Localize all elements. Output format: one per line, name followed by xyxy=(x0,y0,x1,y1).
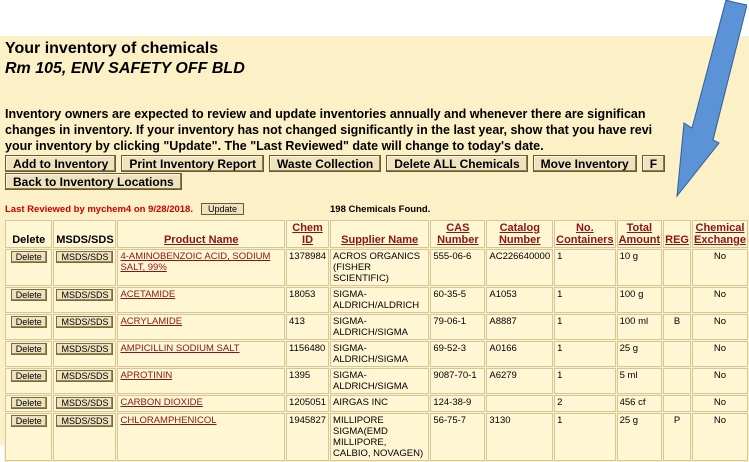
product-link[interactable]: 4-AMINOBENZOIC ACID, SODIUM SALT, 99% xyxy=(120,251,271,273)
intro-line: your inventory by clicking "Update". The "Last Reviewed" date will change to today's date. xyxy=(5,139,544,153)
intro-text xyxy=(5,106,745,154)
header-catalog-number[interactable]: Catalog Number xyxy=(486,220,553,248)
chem-id-cell: 1378984 xyxy=(286,249,329,286)
location-title: Rm 105, ENV SAFETY OFF BLD xyxy=(5,60,245,77)
row-msds-button[interactable]: MSDS/SDS xyxy=(56,370,113,382)
msds-cell xyxy=(53,249,116,286)
secondary-toolbar xyxy=(5,173,182,190)
table-row xyxy=(5,287,748,313)
containers-cell: 1 xyxy=(554,287,615,313)
catalog-cell: A6279 xyxy=(486,368,553,394)
product-cell xyxy=(117,287,285,313)
cas-cell: 56-75-7 xyxy=(430,413,485,461)
catalog-cell: 3130 xyxy=(486,413,553,461)
cas-cell: 124-38-9 xyxy=(430,395,485,412)
review-status xyxy=(5,203,430,215)
cas-cell: 60-35-5 xyxy=(430,287,485,313)
row-delete-button[interactable]: Delete xyxy=(11,397,47,409)
total-cell: 25 g xyxy=(617,413,663,461)
catalog-cell: A8887 xyxy=(486,314,553,340)
exchange-cell: No xyxy=(692,368,748,394)
row-delete-button[interactable]: Delete xyxy=(11,415,47,427)
product-link[interactable]: CARBON DIOXIDE xyxy=(120,397,203,408)
header-supplier-name[interactable]: Supplier Name xyxy=(330,220,429,248)
table-row xyxy=(5,395,748,412)
chem-id-cell: 413 xyxy=(286,314,329,340)
delete-cell xyxy=(5,249,52,286)
table-header-row xyxy=(5,220,748,248)
total-cell: 100 ml xyxy=(617,314,663,340)
reg-cell xyxy=(663,341,691,367)
delete-all-chemicals-button[interactable]: Delete ALL Chemicals xyxy=(386,155,527,172)
cas-cell: 69-52-3 xyxy=(430,341,485,367)
supplier-cell: AIRGAS INC xyxy=(330,395,429,412)
row-msds-button[interactable]: MSDS/SDS xyxy=(56,316,113,328)
cas-cell: 79-06-1 xyxy=(430,314,485,340)
row-delete-button[interactable]: Delete xyxy=(11,289,47,301)
msds-cell xyxy=(53,413,116,461)
containers-cell: 1 xyxy=(554,314,615,340)
total-cell: 456 cf xyxy=(617,395,663,412)
back-to-inventory-locations-button[interactable]: Back to Inventory Locations xyxy=(5,173,182,190)
exchange-cell: No xyxy=(692,249,748,286)
header-reg[interactable]: REG xyxy=(663,220,691,248)
cas-cell: 9087-70-1 xyxy=(430,368,485,394)
product-link[interactable]: CHLORAMPHENICOL xyxy=(120,415,217,426)
print-inventory-report-button[interactable]: Print Inventory Report xyxy=(121,155,264,172)
product-link[interactable]: ACRYLAMIDE xyxy=(120,316,183,327)
delete-cell xyxy=(5,395,52,412)
page-title: Your inventory of chemicals xyxy=(5,40,219,57)
msds-cell xyxy=(53,341,116,367)
supplier-cell: SIGMA-ALDRICH/SIGMA xyxy=(330,341,429,367)
row-msds-button[interactable]: MSDS/SDS xyxy=(56,289,113,301)
reg-cell xyxy=(663,287,691,313)
header-chem-id[interactable]: Chem ID xyxy=(286,220,329,248)
exchange-cell: No xyxy=(692,413,748,461)
msds-cell xyxy=(53,395,116,412)
product-cell xyxy=(117,341,285,367)
row-msds-button[interactable]: MSDS/SDS xyxy=(56,397,113,409)
row-msds-button[interactable]: MSDS/SDS xyxy=(56,251,113,263)
add-to-inventory-button[interactable]: Add to Inventory xyxy=(5,155,116,172)
exchange-cell: No xyxy=(692,314,748,340)
reg-cell: B xyxy=(663,314,691,340)
containers-cell: 1 xyxy=(554,368,615,394)
product-link[interactable]: APROTININ xyxy=(120,370,173,381)
delete-cell xyxy=(5,314,52,340)
row-delete-button[interactable]: Delete xyxy=(11,343,47,355)
table-row xyxy=(5,249,748,286)
annotation-arrow-icon xyxy=(655,0,747,200)
header-no-containers[interactable]: No. Containers xyxy=(556,222,614,246)
catalog-cell: AC226640000 xyxy=(486,249,553,286)
supplier-cell: MILLIPORE SIGMA(EMD MILLIPORE, CALBIO, NOVAGEN) xyxy=(330,413,429,461)
exchange-cell: No xyxy=(692,395,748,412)
containers-cell: 1 xyxy=(554,249,615,286)
product-cell xyxy=(117,314,285,340)
reg-cell xyxy=(663,368,691,394)
exchange-cell: No xyxy=(692,341,748,367)
total-cell: 25 g xyxy=(617,341,663,367)
containers-cell: 1 xyxy=(554,341,615,367)
supplier-cell: SIGMA-ALDRICH/ALDRICH xyxy=(330,287,429,313)
chem-id-cell: 1205051 xyxy=(286,395,329,412)
row-msds-button[interactable]: MSDS/SDS xyxy=(56,343,113,355)
product-cell xyxy=(117,368,285,394)
catalog-cell: A1053 xyxy=(486,287,553,313)
waste-collection-button[interactable]: Waste Collection xyxy=(269,155,381,172)
delete-cell xyxy=(5,287,52,313)
header-total-amount[interactable]: Total Amount xyxy=(618,222,661,246)
row-delete-button[interactable]: Delete xyxy=(11,370,47,382)
total-cell: 10 g xyxy=(617,249,663,286)
exchange-cell: No xyxy=(692,287,748,313)
msds-cell xyxy=(53,368,116,394)
inventory-page xyxy=(0,36,749,459)
product-cell xyxy=(117,249,285,286)
catalog-cell xyxy=(486,395,553,412)
chem-id-cell: 1156480 xyxy=(286,341,329,367)
row-msds-button[interactable]: MSDS/SDS xyxy=(56,415,113,427)
catalog-cell: A0166 xyxy=(486,341,553,367)
supplier-cell: ACROS ORGANICS (FISHER SCIENTIFIC) xyxy=(330,249,429,286)
delete-cell xyxy=(5,368,52,394)
total-cell: 100 g xyxy=(617,287,663,313)
intro-line: Inventory owners are expected to review and update inventories annually and whenever there are significan xyxy=(5,107,646,121)
supplier-cell: SIGMA-ALDRICH/SIGMA xyxy=(330,314,429,340)
msds-cell xyxy=(53,314,116,340)
action-toolbar xyxy=(5,155,665,172)
delete-cell xyxy=(5,413,52,461)
supplier-cell: SIGMA-ALDRICH/SIGMA xyxy=(330,368,429,394)
chem-id-cell: 1395 xyxy=(286,368,329,394)
header-cas-number[interactable]: CAS Number xyxy=(430,220,485,248)
table-row xyxy=(5,341,748,367)
header-product-name[interactable]: Product Name xyxy=(117,220,285,248)
inventory-table xyxy=(4,219,749,462)
row-delete-button[interactable]: Delete xyxy=(11,251,47,263)
header-msds: MSDS/SDS xyxy=(53,220,116,248)
chem-id-cell: 1945827 xyxy=(286,413,329,461)
total-cell: 5 ml xyxy=(617,368,663,394)
chemical-count: 198 Chemicals Found. xyxy=(330,203,431,215)
table-row xyxy=(5,413,748,461)
containers-cell: 2 xyxy=(554,395,615,412)
product-link[interactable]: AMPICILLIN SODIUM SALT xyxy=(120,343,240,354)
row-delete-button[interactable]: Delete xyxy=(11,316,47,328)
partially-hidden-button[interactable]: F xyxy=(642,155,665,172)
intro-line: changes in inventory. If your inventory has not changed significantly in the last year, show that you have revi xyxy=(5,123,653,137)
cas-cell: 555-06-6 xyxy=(430,249,485,286)
update-button[interactable]: Update xyxy=(201,203,244,215)
product-link[interactable]: ACETAMIDE xyxy=(120,289,176,300)
product-cell xyxy=(117,413,285,461)
table-row xyxy=(5,368,748,394)
reg-cell: P xyxy=(663,413,691,461)
chem-id-cell: 18053 xyxy=(286,287,329,313)
delete-cell xyxy=(5,341,52,367)
table-row xyxy=(5,314,748,340)
header-chemical-exchange[interactable]: Chemical Exchange xyxy=(692,220,748,248)
header-delete: Delete xyxy=(5,220,52,248)
reg-cell xyxy=(663,395,691,412)
product-cell xyxy=(117,395,285,412)
last-reviewed-text: Last Reviewed by mychem4 on 9/28/2018. xyxy=(5,203,193,215)
move-inventory-button[interactable]: Move Inventory xyxy=(533,155,637,172)
containers-cell: 1 xyxy=(554,413,615,461)
reg-cell xyxy=(663,249,691,286)
msds-cell xyxy=(53,287,116,313)
